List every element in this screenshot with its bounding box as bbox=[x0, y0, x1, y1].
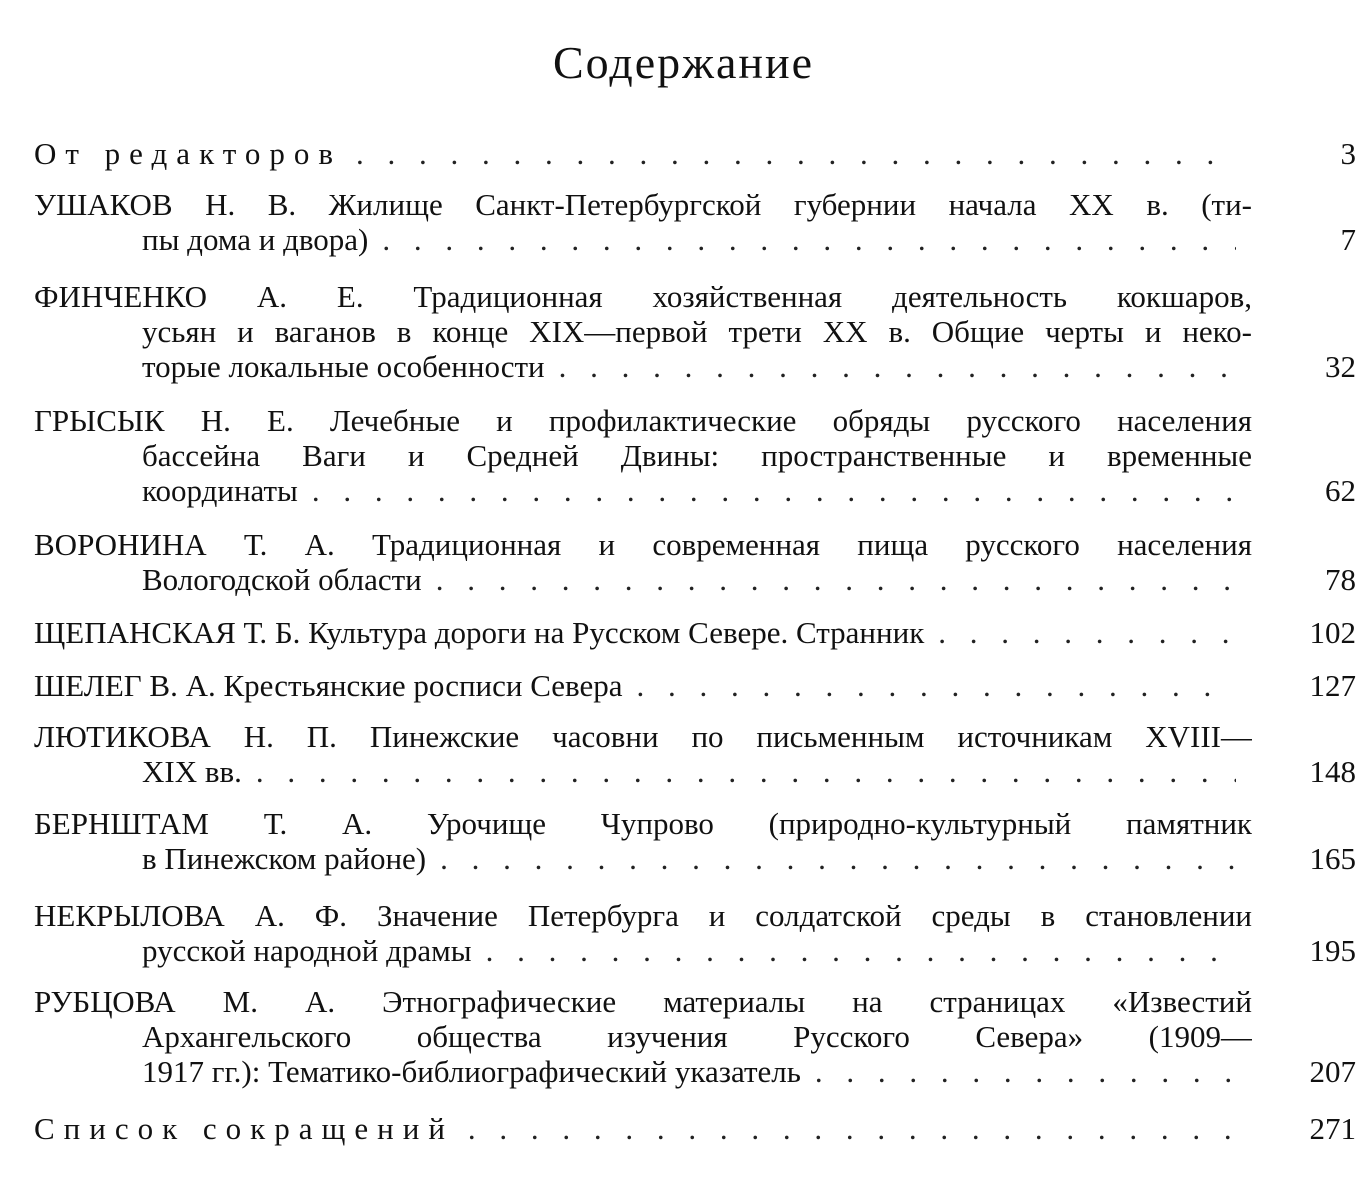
toc-entry-last-line bbox=[34, 668, 1356, 703]
leader-dots bbox=[312, 473, 1236, 508]
leader-dots bbox=[436, 562, 1236, 597]
toc-entry-rubtsova bbox=[34, 984, 1356, 1089]
toc-entry-title: Список сокращений bbox=[34, 1111, 454, 1146]
leader-dots bbox=[938, 615, 1236, 650]
toc-entry-nekrylova bbox=[34, 898, 1356, 968]
toc-entry-editors bbox=[34, 136, 1356, 171]
toc-entry-last-line bbox=[34, 1111, 1356, 1146]
page-number: 195 bbox=[1309, 933, 1356, 968]
toc-entry-finchenko bbox=[34, 279, 1356, 384]
toc-entry-last-line bbox=[34, 841, 1356, 876]
toc-entry-line: ВОРОНИНА Т. А. Традиционная и современная пища русского населения bbox=[34, 527, 1252, 562]
toc-entry-title: торые локальные особенности bbox=[142, 349, 545, 384]
toc-entry-line: ЛЮТИКОВА Н. П. Пинежские часовни по письменным источникам XVIII— bbox=[34, 719, 1252, 754]
toc-entry-line: ГРЫСЫК Н. Е. Лечебные и профилактические обряды русского населения bbox=[34, 403, 1252, 438]
toc-entry-ushakov bbox=[34, 187, 1356, 257]
toc-entry-title: пы дома и двора) bbox=[142, 222, 369, 257]
toc-entry-title: 1917 гг.): Тематико-библиографический указатель bbox=[142, 1054, 801, 1089]
leader-dots bbox=[815, 1054, 1236, 1089]
toc-entry-title: в Пинежском районе) bbox=[142, 841, 427, 876]
toc-entry-line: НЕКРЫЛОВА А. Ф. Значение Петербурга и солдатской среды в становлении bbox=[34, 898, 1252, 933]
toc-entry-title: Вологодской области bbox=[142, 562, 422, 597]
page-number: 62 bbox=[1325, 473, 1356, 508]
leader-dots bbox=[382, 222, 1236, 257]
leader-dots bbox=[440, 841, 1236, 876]
toc-entry-last-line bbox=[34, 349, 1356, 384]
page-number: 207 bbox=[1309, 1054, 1356, 1089]
leader-dots bbox=[486, 933, 1236, 968]
toc-entry-line: ФИНЧЕНКО А. Е. Традиционная хозяйственная деятельность кокшаров, bbox=[34, 279, 1252, 314]
toc-entry-line: БЕРНШТАМ Т. А. Урочище Чупрово (природно-культурный памятник bbox=[34, 806, 1252, 841]
toc-entry-bernshtam bbox=[34, 806, 1356, 876]
toc-entry-sheleg bbox=[34, 668, 1356, 703]
toc-entry-line: УШАКОВ Н. В. Жилище Санкт-Петербургской губернии начала XX в. (ти- bbox=[34, 187, 1252, 222]
page-number: 127 bbox=[1309, 668, 1356, 703]
toc-entry-last-line bbox=[34, 222, 1356, 257]
leader-dots bbox=[637, 668, 1236, 703]
toc-entry-last-line bbox=[34, 473, 1356, 508]
toc-entry-line: Архангельского общества изучения Русского Севера» (1909— bbox=[142, 1019, 1252, 1054]
page-number: 102 bbox=[1309, 615, 1356, 650]
toc-entry-grysyk bbox=[34, 403, 1356, 508]
page-title: Содержание bbox=[552, 37, 815, 88]
toc-entry-shchepanskaya bbox=[34, 615, 1356, 650]
toc-entry-last-line bbox=[34, 933, 1356, 968]
toc-entry-last-line bbox=[34, 1054, 1356, 1089]
page-number: 165 bbox=[1309, 841, 1356, 876]
toc-entry-voronina bbox=[34, 527, 1356, 597]
toc-entry-title: русской народной драмы bbox=[142, 933, 472, 968]
toc-entry-title: ЩЕПАНСКАЯ Т. Б. Культура дороги на Русском Севере. Странник bbox=[34, 615, 925, 650]
toc-entry-last-line bbox=[34, 562, 1356, 597]
toc-entry-last-line bbox=[34, 615, 1356, 650]
page-number: 271 bbox=[1309, 1111, 1356, 1146]
toc-entry-title: ШЕЛЕГ В. А. Крестьянские росписи Севера bbox=[34, 668, 623, 703]
toc-entry-lyutikova bbox=[34, 719, 1356, 789]
toc-entry-last-line bbox=[34, 754, 1356, 789]
page-number: 148 bbox=[1309, 754, 1356, 789]
toc-entry-line: бассейна Ваги и Средней Двины: пространственные и временные bbox=[142, 438, 1252, 473]
page-number: 7 bbox=[1340, 222, 1356, 257]
toc-entry-line: РУБЦОВА М. А. Этнографические материалы на страницах «Известий bbox=[34, 984, 1252, 1019]
leader-dots bbox=[256, 754, 1236, 789]
leader-dots bbox=[468, 1111, 1236, 1146]
toc-entry-title: координаты bbox=[142, 473, 298, 508]
toc-entry-title: XIX вв. bbox=[142, 754, 242, 789]
toc-entry-title: От редакторов bbox=[34, 136, 342, 171]
page-number: 32 bbox=[1325, 349, 1356, 384]
leader-dots bbox=[356, 136, 1236, 171]
leader-dots bbox=[559, 349, 1236, 384]
page-number: 3 bbox=[1340, 136, 1356, 171]
toc-entry-last-line bbox=[34, 136, 1356, 171]
page-number: 78 bbox=[1325, 562, 1356, 597]
toc-entry-line: усьян и ваганов в конце XIX—первой трети XX в. Общие черты и неко- bbox=[142, 314, 1252, 349]
toc-entry-abbreviations bbox=[34, 1111, 1356, 1146]
